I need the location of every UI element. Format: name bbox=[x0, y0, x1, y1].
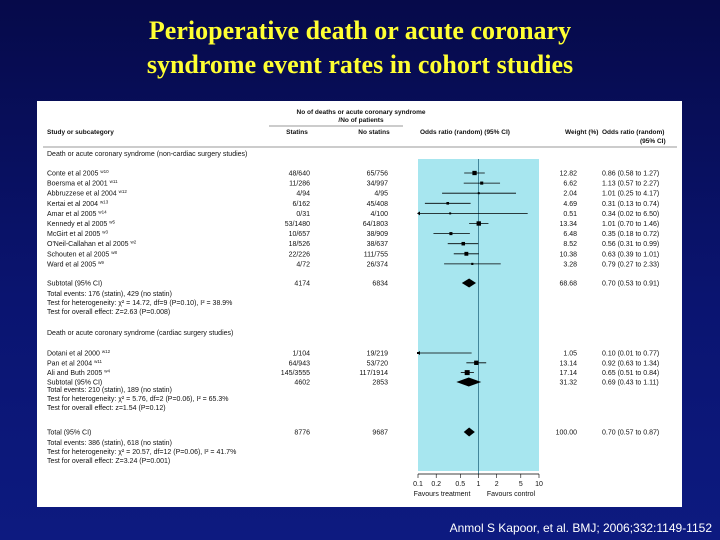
point-estimate bbox=[417, 352, 419, 354]
total-or-ci: 0.70 (0.57 to 0.87) bbox=[602, 429, 660, 437]
study-name: O'Neil-Callahan et al 2005 $^{w2}$ bbox=[47, 239, 137, 249]
no-statins-value: 45/408 bbox=[366, 200, 388, 208]
weight-value: 4.69 bbox=[563, 200, 577, 208]
slide-title-line2: syndrome event rates in cohort studies bbox=[146, 50, 574, 79]
study-name: Kennedy et al 2005 $^{w5}$ bbox=[47, 219, 116, 228]
header-or-text-line2: (95% CI) bbox=[640, 138, 666, 145]
x-tick-label: 1 bbox=[476, 481, 481, 488]
point-estimate bbox=[477, 221, 481, 225]
group2-stat: Total events: 210 (statin), 189 (no statin) bbox=[47, 387, 172, 394]
total-label: Total (95% CI) bbox=[47, 429, 92, 437]
weight-value: 13.14 bbox=[559, 360, 577, 368]
statins-value: 53/1480 bbox=[284, 221, 310, 228]
statins-value: 4/94 bbox=[296, 190, 310, 198]
point-estimate bbox=[449, 212, 451, 214]
no-statins-value: 65/756 bbox=[366, 170, 388, 178]
study-name: Conte et al 2005 $^{w10}$ bbox=[47, 169, 109, 178]
no-statins-value: 64/1803 bbox=[362, 221, 388, 228]
or-ci-value: 0.65 (0.51 to 0.84) bbox=[602, 370, 660, 378]
or-ci-value: 0.56 (0.31 to 0.99) bbox=[602, 241, 660, 249]
or-ci-value: 1.01 (0.25 to 4.17) bbox=[602, 190, 660, 198]
point-estimate bbox=[474, 361, 478, 365]
study-name: Boersma et al 2001 $^{w11}$ bbox=[47, 179, 118, 188]
or-ci-value: 0.35 (0.18 to 0.72) bbox=[602, 231, 660, 239]
group1-stat: Test for heterogeneity: χ² = 14.72, df=9 (P=0.10), I² = 38.9% bbox=[47, 300, 233, 307]
header-events-line2: /No of patients bbox=[338, 117, 384, 124]
weight-value: 13.34 bbox=[559, 221, 577, 228]
study-name: Dotani et al 2000 $^{w12}$ bbox=[47, 349, 111, 358]
statins-value: 10/657 bbox=[288, 231, 310, 239]
point-estimate bbox=[462, 242, 466, 246]
x-tick-label: 0.1 bbox=[413, 481, 423, 488]
header-or-text-line1: Odds ratio (random) bbox=[602, 129, 665, 136]
header-events-line1: No of deaths or acute coronary syndrome bbox=[296, 109, 426, 116]
study-name: Ali and Buth 2005 $^{w4}$ bbox=[47, 368, 110, 378]
statins-value: 48/640 bbox=[288, 170, 310, 178]
total-stat: Total events: 386 (statin), 618 (no statin) bbox=[47, 440, 172, 447]
x-label-favours-control: Favours control bbox=[486, 491, 536, 498]
statins-value: 6/162 bbox=[292, 200, 310, 208]
group2-subtotal-statins: 4602 bbox=[294, 379, 310, 387]
point-estimate bbox=[471, 263, 473, 265]
or-ci-value: 0.79 (0.27 to 2.33) bbox=[602, 261, 660, 269]
study-name: McGirt et al 2005 $^{w3}$ bbox=[47, 229, 109, 239]
or-ci-value: 0.92 (0.63 to 1.34) bbox=[602, 360, 660, 368]
point-estimate bbox=[465, 370, 470, 375]
weight-value: 8.52 bbox=[563, 241, 577, 249]
group1-subtotal-label: Subtotal (95% CI) bbox=[47, 280, 103, 288]
weight-value: 1.05 bbox=[563, 350, 577, 358]
total-statins: 8776 bbox=[294, 429, 310, 437]
header-weight: Weight (%) bbox=[565, 129, 599, 136]
or-ci-value: 0.31 (0.13 to 0.74) bbox=[602, 200, 660, 208]
x-tick-label: 0.2 bbox=[431, 481, 442, 488]
no-statins-value: 4/100 bbox=[370, 210, 388, 218]
statins-value: 4/72 bbox=[296, 261, 310, 269]
x-tick-label: 2 bbox=[494, 481, 499, 488]
or-ci-value: 1.13 (0.57 to 2.27) bbox=[602, 180, 660, 188]
total-stat: Test for overall effect: Z=3.24 (P=0.001) bbox=[47, 458, 171, 465]
total-weight: 100.00 bbox=[555, 429, 577, 437]
forest-plot-panel bbox=[37, 101, 682, 507]
x-tick-label: 5 bbox=[518, 481, 523, 488]
group2-subtotal-no-statins: 2853 bbox=[372, 379, 388, 387]
group1-subtotal-or-ci: 0.70 (0.53 to 0.91) bbox=[602, 280, 660, 288]
no-statins-value: 19/219 bbox=[366, 350, 388, 358]
statins-value: 11/286 bbox=[289, 180, 310, 188]
group1-heading: Death or acute coronary syndrome (non-cardiac surgery studies) bbox=[47, 151, 248, 158]
total-stat: Test for heterogeneity: χ² = 20.57, df=12 (P=0.06), I² = 41.7% bbox=[47, 449, 237, 456]
point-estimate bbox=[464, 252, 468, 256]
header-statins: Statins bbox=[286, 129, 308, 136]
no-statins-value: 34/997 bbox=[366, 180, 388, 188]
point-estimate bbox=[446, 202, 449, 205]
weight-value: 6.62 bbox=[563, 180, 577, 188]
x-tick-label: 10 bbox=[535, 481, 543, 488]
group1-stat: Test for overall effect: Z=2.63 (P=0.008) bbox=[47, 309, 171, 316]
citation: Anmol S Kapoor, et al. BMJ; 2006;332:1149-1152 bbox=[449, 521, 712, 535]
statins-value: 18/526 bbox=[288, 241, 310, 249]
group1-subtotal-statins: 4174 bbox=[294, 280, 310, 288]
no-statins-value: 38/637 bbox=[366, 241, 388, 249]
weight-value: 10.38 bbox=[559, 251, 577, 259]
study-name: Amar et al 2005 $^{w14}$ bbox=[47, 209, 107, 218]
study-name: Abbruzzese et al 2004 $^{w12}$ bbox=[47, 189, 127, 198]
statins-value: 22/226 bbox=[288, 251, 310, 259]
or-ci-value: 1.01 (0.70 to 1.46) bbox=[602, 221, 660, 228]
or-ci-value: 0.10 (0.01 to 0.77) bbox=[602, 350, 660, 358]
group2-subtotal-label: Subtotal (95% CI) bbox=[47, 379, 103, 387]
header-no-statins: No statins bbox=[358, 129, 390, 136]
weight-value: 3.28 bbox=[563, 261, 577, 269]
no-statins-value: 111/755 bbox=[363, 251, 388, 259]
weight-value: 12.82 bbox=[559, 170, 577, 178]
study-name: Ward et al 2005 $^{w9}$ bbox=[47, 259, 104, 269]
group1-stat: Total events: 176 (statin), 429 (no statin) bbox=[47, 291, 172, 298]
group2-subtotal-weight: 31.32 bbox=[559, 379, 577, 387]
weight-value: 0.51 bbox=[563, 210, 577, 218]
statins-value: 145/3555 bbox=[280, 370, 310, 378]
group1-subtotal-weight: 68.68 bbox=[559, 280, 577, 288]
point-estimate bbox=[472, 171, 476, 175]
study-name: Pan et al 2004 $^{w11}$ bbox=[47, 358, 103, 368]
point-estimate bbox=[480, 182, 483, 185]
or-ci-value: 0.86 (0.58 to 1.27) bbox=[602, 170, 660, 178]
weight-value: 2.04 bbox=[563, 190, 577, 198]
x-tick-label: 0.5 bbox=[455, 481, 466, 488]
slide-title bbox=[0, 14, 720, 82]
point-estimate bbox=[478, 192, 480, 194]
total-no-statins: 9687 bbox=[372, 429, 388, 437]
weight-value: 17.14 bbox=[559, 370, 577, 378]
group2-heading: Death or acute coronary syndrome (cardiac surgery studies) bbox=[47, 330, 234, 337]
group2-stat: Test for heterogeneity: χ² = 5.76, df=2 (P=0.06), I² = 65.3% bbox=[47, 396, 229, 403]
x-label-favours-treatment: Favours treatment bbox=[413, 491, 471, 498]
header-study: Study or subcategory bbox=[47, 129, 114, 136]
group1-subtotal-no-statins: 6834 bbox=[372, 280, 388, 288]
study-name: Schouten et al 2005 $^{w8}$ bbox=[47, 249, 117, 259]
group2-subtotal-or-ci: 0.69 (0.43 to 1.11) bbox=[602, 379, 659, 387]
no-statins-value: 53/720 bbox=[366, 360, 388, 368]
or-ci-value: 0.34 (0.02 to 6.50) bbox=[602, 210, 660, 218]
statins-value: 1/104 bbox=[292, 350, 310, 358]
statins-value: 64/943 bbox=[288, 360, 310, 368]
no-statins-value: 38/909 bbox=[366, 231, 388, 239]
no-statins-value: 26/374 bbox=[366, 261, 388, 269]
statins-value: 0/31 bbox=[296, 210, 310, 218]
no-statins-value: 4/95 bbox=[374, 190, 388, 198]
group2-stat: Test for overall effect: z=1.54 (P=0.12) bbox=[47, 405, 166, 412]
forest-plot bbox=[37, 101, 682, 507]
or-ci-value: 0.63 (0.39 to 1.01) bbox=[602, 251, 660, 259]
study-name: Kertai et al 2004 $^{w13}$ bbox=[47, 199, 109, 208]
slide-title-line1: Perioperative death or acute coronary bbox=[148, 16, 572, 45]
no-statins-value: 117/1914 bbox=[359, 370, 388, 378]
weight-value: 6.48 bbox=[563, 231, 577, 239]
header-or-plot: Odds ratio (random) (95% CI) bbox=[420, 129, 510, 136]
point-estimate bbox=[449, 232, 452, 235]
